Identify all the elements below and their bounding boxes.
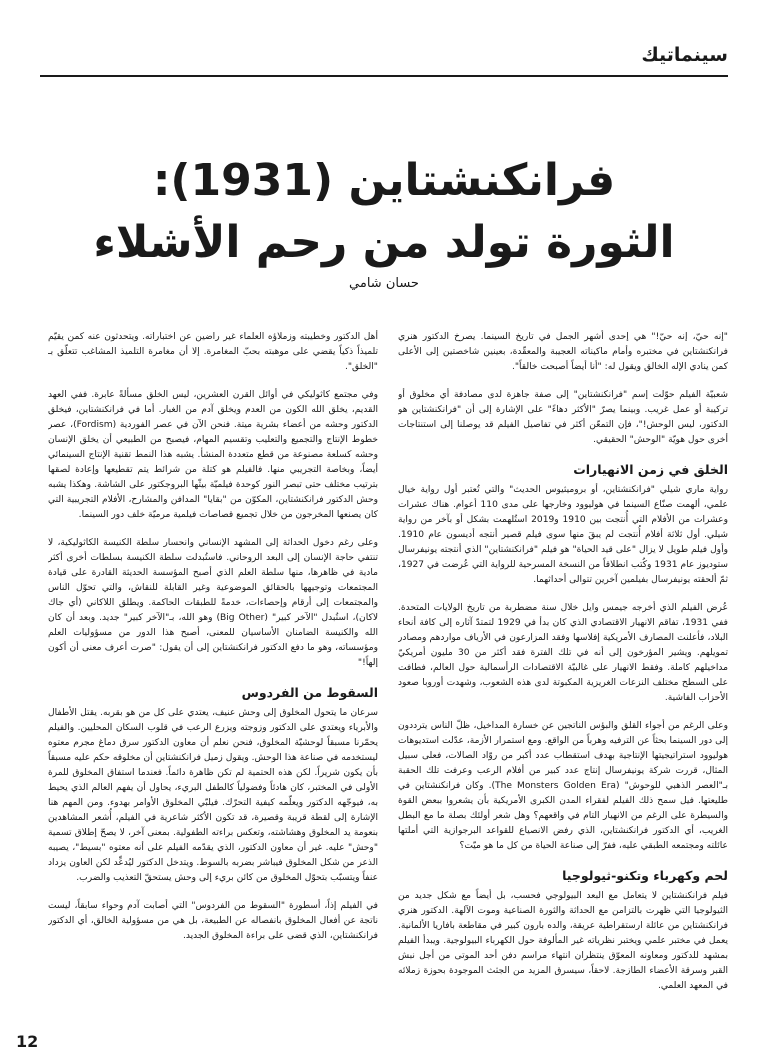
author-byline: حسان شامي bbox=[349, 276, 419, 291]
paragraph: أهل الدكتور وخطيبته وزملاؤه العلماء غير راضين عن اختباراته. ويتحدثون عنه كمن يقيّم تلميذاً ذكياً يقضي على موهبته بحبّ المغامرة. إلا أن مغامرة التلميذ المشاغب تتعلّق بـ "الخلق". bbox=[48, 332, 378, 372]
paragraph: في الفيلم إذاً، أسطورة "السقوط من الفردوس" التي أصابت آدم وحواء سابقاً، ليست ناتجة عن أفعال المخلوق بانفصاله عن الطبيعة، بل هي من مسؤولية الخالق، أي الدكتور فرانكنشتاين، الذي قضى على براءة المخلوق الجديد. bbox=[48, 901, 378, 941]
left-column bbox=[48, 330, 378, 1033]
paragraph: رواية ماري شيلي "فرانكنشتاين، أو بروميثيوس الحديث" والتي تُعتبر أول رواية خيال علمي، ألهمت صنّاع السينما في هوليوود وخارجها على مدى 110 أعوام. هناك عشرات وعشرات من الأفلام التي أُنتجت بين 1910 و2019 استُلهمت بشكل أو بآخر من رواية شيلي. أول ثلاثة أفلام أُنتجت لم يبقَ منها سوى فيلم قصير أنتجه أديسون عام 1910. وأول فيلم طويل لا يزال "على قيد الحياة" هو فيلم "فرانكنشتاين" الذي أنتجته يونيفرسال ستوديوز عام 1931 وكُتب انطلاقاً من النسخة المسرحية للرواية التي عُرضت في 1927، ثمّ ألحقته يونيفرسال بفيلمين آخرين تتوالى أحداثهما. bbox=[398, 485, 728, 585]
page-number: 12 bbox=[16, 1032, 39, 1051]
paragraph: وعلى الرغم من أجواء القلق والبؤس الناتجين عن خسارة المداخيل، ظلّ الناس يترددون إلى دور السينما بحثاً عن الترفيه وهرباً من الواقع. ومع استمرار الأزمة، عدّلت استديوهات هوليوود استراتيجيتها الإنتاجية بهدف استقطاب عدد أكبر من روّاد الصالات، فعلى سبيل المثال، قررت شركة يونيفرسال إنتاج عدد كبير من أفلام الرعب وعرفت تلك الحقبة بـ"العصر الذهبي للوحوش" (The Monsters Golden Era). وكان فرانكنشتاين في طليعتها. فيل سمح ذلك الفيلم لفقراء المدن الكبرى الأمريكية بأن يشعروا ببعض القوة والسيطرة على الرغم من الانهيار التام في واقعهم؟ وهل شعر أولئك بصلة ما مع البطل الغريب، أي الدكتور فرانكنشتاين، الذي رفض الانصياع للقواعد البرجوازية التي أملتها عائلته ومجتمعه الطبقي عليه، ففرّ إلى صناعة الحياة من كل ما هو ميّت؟ bbox=[398, 721, 728, 851]
paragraph: سرعان ما يتحول المخلوق إلى وحش عنيف، يعتدي على كل من هو بقربه. يقتل الأطفال والأبرياء ويعتدي على الدكتور وزوجته ويزرع الرعب في قلوب السكان المحليين. والفيلم يحمّرنا مسبقاً لوحشيّة المخلوق، فنحن نعلم أن معاون الدكتور سرق دماغ مجرم معتوه ليستخدمه في صناعة هذا الوحش. ويقول زميل فرانكنشتاين أن مخلوقه حكم عليه مسبقاً بأن يكون شريراً. لكن هذه الحتمية لم تكن ظاهرة دائماً. فعندما استفاق المخلوق للمرة الأولى في المختبر، كان هادئاً وفضولياً كالطفل البريء، يحاول أن يفهم العالم الذي يحيط به، فيوجّهه الدكتور ويعلّمه كيفية التحرّك. فيلبّي المخلوق الأوامر بهدوء. ومن المهم هنا الإشارة إلى لقطة قريبة وقصيرة، قد تكون الأكثر شاعرية في الفيلم، أُشعر المشاهدين بنعومة يد المخلوق وهشاشته، وتعكس براءته الطفولية. بمعنى آخر، لا يصحّ إطلاق تسمية "وحش" عليه. غير أن معاون الدكتور، الذي يقدّمه الفيلم على أنه معتوه "بسيط"، يصيبه الذعر من شكل المخلوق فيباشر بضربه بالسوط. ويتدخل الدكتور ليُدعِّد لكن العاون يزداد عنفاً ويتسبّب بتحوّل المخلوق من كائن بريء إلى وحش يستحقّ التعذيب والضرب. bbox=[48, 708, 378, 883]
article-title bbox=[40, 150, 728, 274]
title-line-2: الثورة تولد من رحم الأشلاء bbox=[93, 217, 675, 268]
header-rule bbox=[40, 75, 728, 77]
paragraph: شعبيّة الفيلم حوّلت إسم "فرانكنشتاين" إلى صفة جاهزة لدى مصادفة أي مخلوق أو تركيبة أو عمل غريب. وبينما يصرّ "الأكثر دهاءً" على الإشارة إلى أن "فرانكنشتاين هو الدكتور، ليس الوحش!"، فإن التمعّن أكثر في تفاصيل الفيلم قد يوصلنا إلى استنتاجات أخرى حول هويّة "الوحش" الحقيقي. bbox=[398, 390, 728, 445]
title-line-1: فرانكنشتاين (1931): bbox=[152, 155, 616, 206]
right-column bbox=[398, 330, 728, 1033]
paragraph: "إنه حيّ، إنه حيّ!" هي إحدى أشهر الجمل في تاريخ السينما. يصرخ الدكتور هنري فرانكنشتاين في مختبره وأمام ماكيناته العجيبة والمعقّدة، بعينين شاخصتين إلى الأعلى كمن ينادي الإله الخالق ويقول له: "أنا أيضاً أصبحت خالقاً". bbox=[398, 332, 728, 372]
section-heading: السقوط من الفردوس bbox=[241, 685, 378, 700]
paragraph: عُرض الفيلم الذي أخرجه جيمس وايل خلال سنة مضطربة من تاريخ الولايات المتحدة. ففي 1931، تفاقم الانهيار الاقتصادي الذي كان بدأ في 1929 لتمتدّ آثاره إلى كافة أنحاء البلاد، فأعلنت المصارف الأمريكية إفلاسها وفقد المزارعون في الأرياف مواردهم ومصادر تمويلهم. ويشير المؤرخون إلى أنه في تلك الفترة فقد أكثر من 30 مليون أمريكيّ مداخيلهم كاملة. وفقط الانهيار على غالبيّة الاقتصادات الرأسمالية حول العالم، فطافت على السطح مختلف النزعات الغريزية المكبوتة لدى هذه الشعوب، وشهدت أوروبا صعود الأحزاب الفاشية. bbox=[398, 603, 728, 703]
paragraph: فيلم فرانكنشتاين لا يتعامل مع البعد البيولوجي فحسب، بل أيضاً مع شكل جديد من الثيولوجيا التي ظهرت بالتزامن مع الحداثة والثورة الصناعية وموت الآلهة. الدكتور هنري فرانكنشتاين من عائلة ارستقراطية عريقة، والده بارون كبير في مقاطعة بافاريا الألمانية. يعمل في مختبر علمي ويختبر نظرياته غير المألوفة حول الكهرباء البيولوجية. ويبدأ الفيلم بمشهد للدكتور ومعاونه المعوّق ينتظران انتهاء مراسم دفن أحد الموتى من أجل نبش القبر وسرقة الأعضاء الطازجة. لاحقاً، سيسرق المزيد من الجثث الموجودة بحوزة زملائه في المعهد العلمي. bbox=[398, 891, 728, 991]
section-heading: لحم وكهرباء وتكنو-ثيولوجيا bbox=[562, 868, 728, 883]
paragraph: وفي مجتمع كاثوليكي في أوائل القرن العشرين، ليس الخلق مسألةً عابرة. ففي العهد القديم، يخلق الله الكون من العدم ويخلق آدم من الغبار. أما في فرانكنشتاين، فيخلق الدكتور وحشه من أعضاء بشرية ميتة. فنحن الآن في عصر الفوردية (Fordism)، عصر خطوط الإنتاج والتجميع والتعليب وتقسيم المهام، فيصبح من الطبيعي أن يخلق الإنسان وحشه كسلعة مصنوعة من قطع متعددة المنشأ. يشبه هذا النمط تقنية الإنتاج السينمائي أيضاً، وبخاصة التجريبي منها. فالفيلم هو كتلة من شرائط يتم تقطيعها وإعادة لصقها بترتيب مختلف حتى تبصر النور كوحدة فيلميّة بيثّها البروجكتور على الشاشة. وهكذا يشبه وحش الدكتور فرانكنشتاين، المكوّن من "بقايا" المدافن والمشارح، الأفلام التجريبية التي كان يصنعها المخرجون من خلال تجميع قصاصات فيلمية مرميّة خلف دور السينما. bbox=[48, 390, 378, 520]
paragraph: وعلى رغم دخول الحداثة إلى المشهد الإنساني وانحسار سلطة الكنيسة الكاثوليكية، لا تنتفي حاجة الإنسان إلى البعد الروحاني. فاستُبدلت سلطة الكنيسة بسلطات أخرى أكثر مادية في ظاهرها، منها سلطة العلم الذي أصبح المؤسسة الحديثة القادرة على قيادة المجتمعات وتوجيهها بالحقائق الموضوعية وغير القابلة للنقاش، والتي تحوّل الناس والمجتمعات إلى أرقام وإحصاءات، خدمةً للطبقات الحاكمة. ويطلق اللاكاني (أي جاك لاكان)، استُبدل "الآخر كبير" (Big Other) وهو الله، بـ"الآخر كبير" جديد. وبعد أن كان الله والكنيسة الضامنان الأساسيان للمعنى، أصبح هذا الدور من مسؤوليات العلم ومؤسساته، وهو ما دفع الدكتور فرانكنشتاين إلى أن يقول: "صرت أعرف معنى أن أكون إلهاً!" bbox=[48, 538, 378, 668]
section-heading: الخلق في زمن الانهيارات bbox=[573, 462, 728, 477]
section-label: سينماتيك bbox=[641, 44, 728, 66]
